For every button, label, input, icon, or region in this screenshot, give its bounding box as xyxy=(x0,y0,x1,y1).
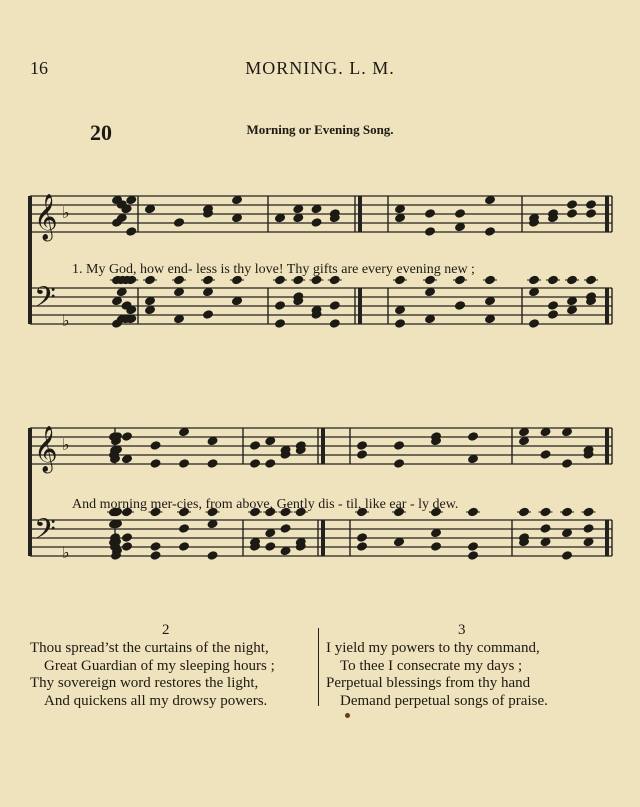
verse-3 xyxy=(326,640,548,710)
note-head xyxy=(357,542,368,552)
note-head xyxy=(145,296,156,306)
page-number: 16 xyxy=(30,58,48,78)
note-head xyxy=(586,200,597,210)
note-head xyxy=(562,551,573,561)
note-head xyxy=(311,204,322,214)
note-head xyxy=(562,459,573,469)
note-head xyxy=(548,301,559,311)
verse-2-number: 2 xyxy=(162,622,170,638)
verse-line: I yield my powers to thy command, xyxy=(326,640,540,656)
note-head xyxy=(431,542,442,552)
verse-3-number: 3 xyxy=(458,622,466,638)
clefs xyxy=(34,194,70,562)
lyric-line-2: And morning mer-cies, from above, Gently dis - til, like ear - ly dew. xyxy=(72,497,459,512)
note-head xyxy=(122,454,133,464)
note-head xyxy=(179,524,190,534)
note-head xyxy=(431,528,442,538)
note-head xyxy=(250,441,261,451)
verse-line: And quickens all my drowsy powers. xyxy=(44,692,268,709)
note-head xyxy=(562,528,573,538)
note-head xyxy=(203,287,214,297)
note-head xyxy=(583,524,594,534)
note-head xyxy=(540,537,551,547)
note-head xyxy=(265,459,276,469)
treble-clef: 𝄞 xyxy=(34,194,58,240)
note-head xyxy=(357,450,368,460)
note-head xyxy=(329,301,340,311)
note-head xyxy=(150,459,161,469)
note-head xyxy=(455,301,466,311)
note-head xyxy=(174,287,185,297)
note-head xyxy=(179,459,190,469)
note-head xyxy=(293,204,304,214)
note-head xyxy=(280,524,291,534)
verse-line: Great Guardian of my sleeping hours ; xyxy=(44,657,275,674)
verse-2 xyxy=(30,640,275,710)
note-head xyxy=(586,209,597,219)
note-head xyxy=(485,227,496,237)
note-head xyxy=(122,533,133,543)
note-head xyxy=(485,296,496,306)
note-head xyxy=(145,305,156,315)
note-head xyxy=(425,314,436,324)
note-head xyxy=(567,296,578,306)
note-head xyxy=(468,432,479,442)
flat-sign: ♭ xyxy=(62,311,70,330)
note-head xyxy=(529,319,540,329)
note-head xyxy=(232,213,243,223)
verse-line: To thee I consecrate my days ; xyxy=(340,657,523,674)
note-head xyxy=(425,227,436,237)
verse-line: Demand perpetual songs of praise. xyxy=(340,692,548,709)
note-head xyxy=(275,319,286,329)
bass-clef: 𝄢 xyxy=(34,281,56,321)
verse-line: Perpetual blessings from thy hand xyxy=(326,675,531,691)
note-head xyxy=(174,218,185,228)
running-title: MORNING. L. M. xyxy=(245,58,395,78)
treble-clef: 𝄞 xyxy=(34,426,58,472)
note-head xyxy=(540,427,551,437)
note-head xyxy=(232,296,243,306)
note-head xyxy=(485,314,496,324)
flat-sign: ♭ xyxy=(62,203,70,222)
lyric-line-1: 1. My God, how end- less is thy love! Thy gifts are every evening new ; xyxy=(72,262,475,277)
note-head xyxy=(207,551,218,561)
note-head xyxy=(394,441,405,451)
note-head xyxy=(122,542,133,552)
note-head xyxy=(250,459,261,469)
note-head xyxy=(357,441,368,451)
verse-divider xyxy=(318,628,319,706)
note-head xyxy=(179,542,190,552)
note-head xyxy=(394,459,405,469)
note-head xyxy=(519,427,530,437)
note-head xyxy=(468,551,479,561)
note-head xyxy=(540,450,551,460)
note-head xyxy=(357,533,368,543)
note-head xyxy=(395,213,406,223)
flat-sign: ♭ xyxy=(62,543,70,562)
note-head xyxy=(567,209,578,219)
note-head xyxy=(468,454,479,464)
note-head xyxy=(455,209,466,219)
note-head xyxy=(395,305,406,315)
note-head xyxy=(280,546,291,556)
note-head xyxy=(529,287,540,297)
note-head xyxy=(519,436,530,446)
note-head xyxy=(540,524,551,534)
note-head xyxy=(548,310,559,320)
note-head xyxy=(232,195,243,205)
note-head xyxy=(485,195,496,205)
note-head xyxy=(425,209,436,219)
note-head xyxy=(145,204,156,214)
note-head xyxy=(293,213,304,223)
note-head xyxy=(126,195,137,205)
note-head xyxy=(174,314,185,324)
note-head xyxy=(562,427,573,437)
verse-line: Thy sovereign word restores the light, xyxy=(30,675,259,691)
note-head xyxy=(329,319,340,329)
note-head xyxy=(207,519,218,529)
note-head xyxy=(207,459,218,469)
note-head xyxy=(179,427,190,437)
note-head xyxy=(265,542,276,552)
hymn-subtitle: Morning or Evening Song. xyxy=(246,122,394,137)
note-head xyxy=(425,287,436,297)
note-head xyxy=(203,310,214,320)
ink-spot xyxy=(345,713,350,718)
note-head xyxy=(311,218,322,228)
hymn-number: 20 xyxy=(90,120,112,145)
note-head xyxy=(455,222,466,232)
note-head xyxy=(567,305,578,315)
note-head xyxy=(583,537,594,547)
note-head xyxy=(207,436,218,446)
note-head xyxy=(126,227,137,237)
note-head xyxy=(567,200,578,210)
note-head xyxy=(112,296,123,306)
note-head xyxy=(116,287,127,297)
note-head xyxy=(395,204,406,214)
bass-clef: 𝄢 xyxy=(34,513,56,553)
note-head xyxy=(122,432,133,442)
note-head xyxy=(150,551,161,561)
note-head xyxy=(150,441,161,451)
note-head xyxy=(394,537,405,547)
note-head xyxy=(150,542,161,552)
verse-line: Thou spread’st the curtains of the night, xyxy=(30,640,269,656)
note-head xyxy=(275,213,286,223)
note-head xyxy=(265,436,276,446)
flat-sign: ♭ xyxy=(62,435,70,454)
note-head xyxy=(275,301,286,311)
note-head xyxy=(265,528,276,538)
note-head xyxy=(468,542,479,552)
note-head xyxy=(395,319,406,329)
